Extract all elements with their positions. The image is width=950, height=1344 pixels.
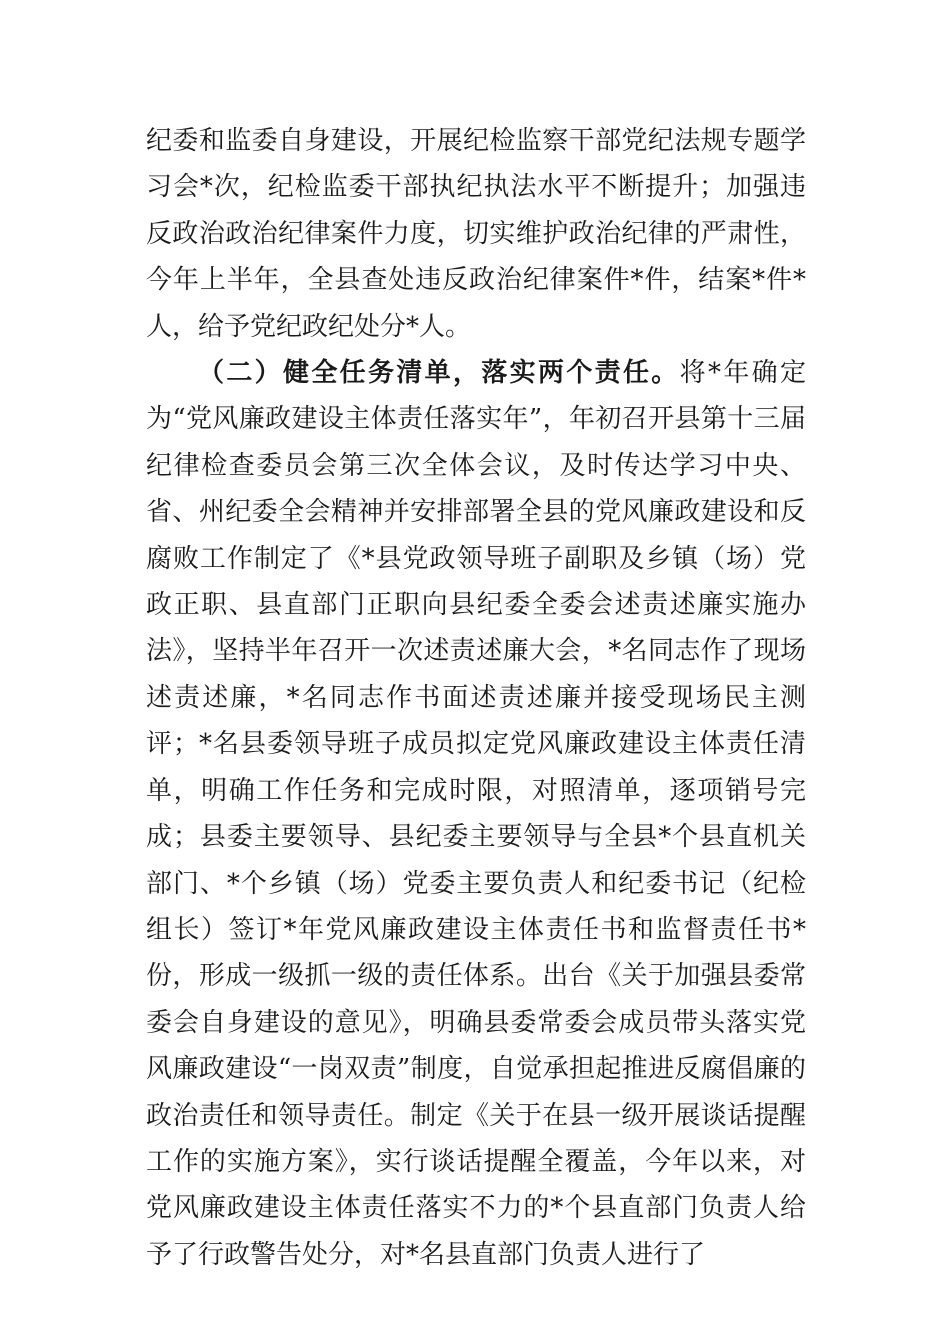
section-heading: （二）健全任务清单，落实两个责任。 bbox=[198, 358, 680, 389]
paragraph-2 bbox=[146, 350, 806, 1278]
paragraph-2-body: 将*年确定为“党风廉政建设主体责任落实年”，年初召开县第十三届纪律检查委员会第三次全体会议，及时传达学习中央、省、州纪委全会精神并安排部署全县的党风廉政建设和反腐败工作制定了《*县党政领导班子副职及乡镇（场）党政正职、县直部门正职向县纪委全委会述责述廉实施办法》，坚持半年召开一次述责述廉大会，*名同志作了现场述责述廉，*名同志作书面述责述廉并接受现场民主测评；*名县委领导班子成员拟定党风廉政建设主体责任清单，明确工作任务和完成时限，对照清单，逐项销号完成；县委主要领导、县纪委主要领导与全县*个县直机关部门、*个乡镇（场）党委主要负责人和纪委书记（纪检组长）签订*年党风廉政建设主体责任书和监督责任书*份，形成一级抓一级的责任体系。出台《关于加强县委常委会自身建设的意见》，明确县委常委会成员带头落实党风廉政建设“一岗双责”制度，自觉承担起推进反腐倡廉的政治责任和领导责任。制定《关于在县一级开展谈话提醒工作的实施方案》，实行谈话提醒全覆盖，今年以来，对党风廉政建设主体责任落实不力的*个县直部门负责人给予了行政警告处分，对*名县直部门负责人进行了 bbox=[146, 358, 806, 1270]
paragraph-1: 纪委和监委自身建设，开展纪检监察干部党纪法规专题学习会*次，纪检监委干部执纪执法水平不断提升；加强违反政治政治纪律案件力度，切实维护政治纪律的严肃性，今年上半年，全县查处违反政治纪律案件*件，结案*件*人，给予党纪政纪处分*人。 bbox=[146, 126, 806, 342]
document-body bbox=[146, 118, 806, 1278]
